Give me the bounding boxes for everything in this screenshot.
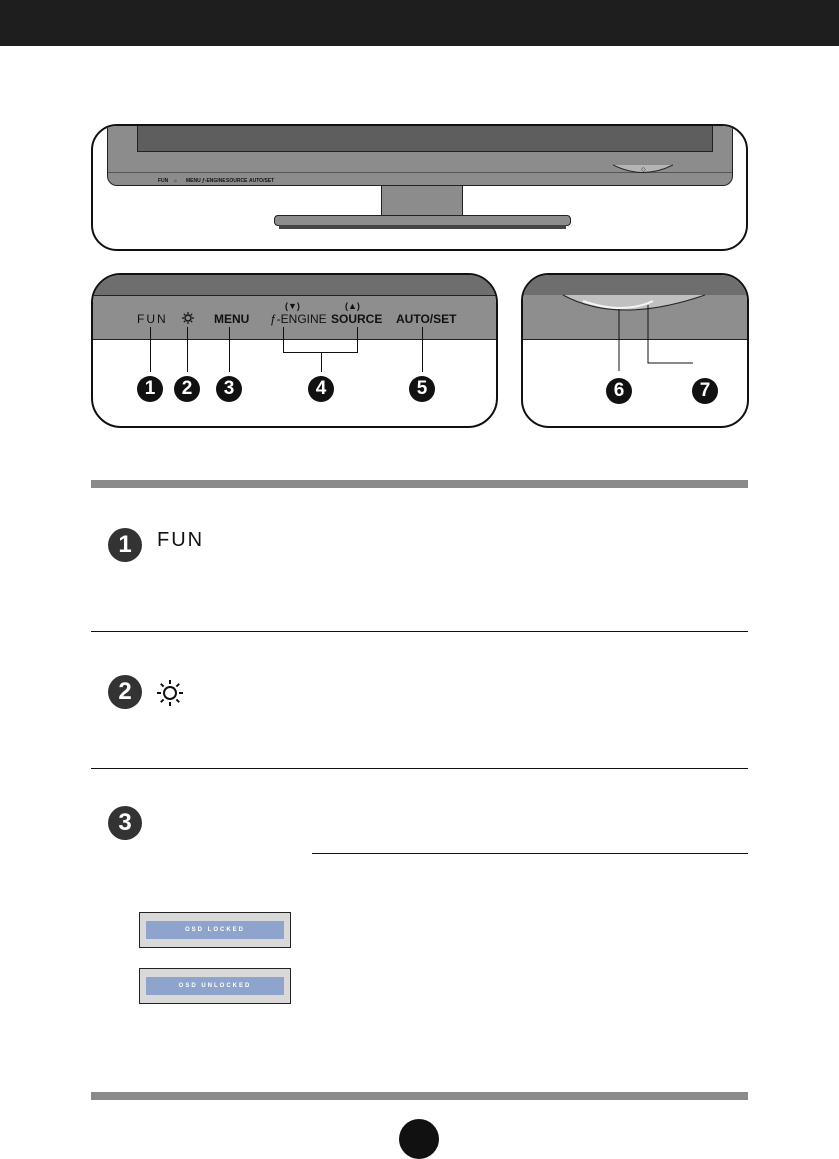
detail-bezel-top (93, 275, 496, 296)
fun-button-label: FUN (137, 312, 168, 326)
section-3-number: 3 (108, 806, 142, 840)
osd-unlocked-text: OSD UNLOCKED (146, 977, 284, 995)
section-top-rule (91, 480, 748, 488)
overview-label-engine: ƒ-ENGINE (202, 178, 226, 184)
section-divider-2 (91, 768, 748, 769)
engine-button-label: ƒ-ENGINE (270, 312, 327, 326)
callout-line-2 (187, 327, 188, 372)
monitor-screen (137, 126, 713, 152)
monitor-base-shadow (279, 225, 566, 229)
osd-locked-message (139, 912, 291, 948)
callout-line-3 (229, 327, 230, 372)
section-2-number: 2 (108, 675, 142, 709)
callout-line-1 (150, 327, 151, 372)
power-button-shape (613, 164, 673, 178)
section-1-number: 1 (108, 528, 142, 562)
callout-line-4 (321, 352, 322, 372)
callout-number-3: 3 (216, 376, 242, 402)
callout-number-7: 7 (692, 378, 718, 404)
autoset-button-label: AUTO/SET (396, 312, 457, 326)
monitor-overview-illustration (91, 124, 748, 251)
overview-label-fun: FUN (158, 178, 169, 184)
osd-locked-text: OSD LOCKED (146, 921, 284, 939)
callout-line-5 (422, 327, 423, 372)
callout-number-5: 5 (409, 376, 435, 402)
callout-line-4b (357, 327, 358, 352)
osd-unlocked-message (139, 968, 291, 1004)
engine-arrow-label: (▼) (285, 301, 300, 311)
section-2-sun-icon (157, 680, 183, 706)
overview-label-menu: MENU (186, 178, 201, 184)
section-1-fun-icon: FUN (157, 529, 205, 551)
section-3-sub-divider (312, 853, 748, 854)
svg-text:◇: ◇ (641, 166, 646, 173)
control-buttons-detail (91, 273, 498, 428)
power-button-shape-detail (523, 275, 747, 426)
callout-number-1: 1 (137, 376, 163, 402)
section-divider-1 (91, 631, 748, 632)
menu-button-label: MENU (214, 312, 250, 326)
callout-number-2: 2 (174, 376, 200, 402)
overview-label-autoset: AUTO/SET (249, 178, 275, 184)
monitor-bezel (107, 126, 733, 186)
source-button-label: SOURCE (331, 312, 383, 326)
header-bar (0, 0, 839, 46)
brightness-sun-icon (182, 312, 194, 324)
callout-number-6: 6 (606, 378, 632, 404)
page-number-badge (399, 1119, 439, 1159)
source-arrow-label: (▲) (345, 301, 360, 311)
callout-line-4a (283, 327, 284, 352)
monitor-neck (381, 186, 463, 218)
callout-number-4: 4 (308, 376, 334, 402)
overview-label-brightness: ☼ (173, 178, 178, 184)
power-button-detail (521, 273, 749, 428)
overview-label-source: SOURCE (226, 178, 248, 184)
section-bottom-rule (91, 1092, 748, 1100)
